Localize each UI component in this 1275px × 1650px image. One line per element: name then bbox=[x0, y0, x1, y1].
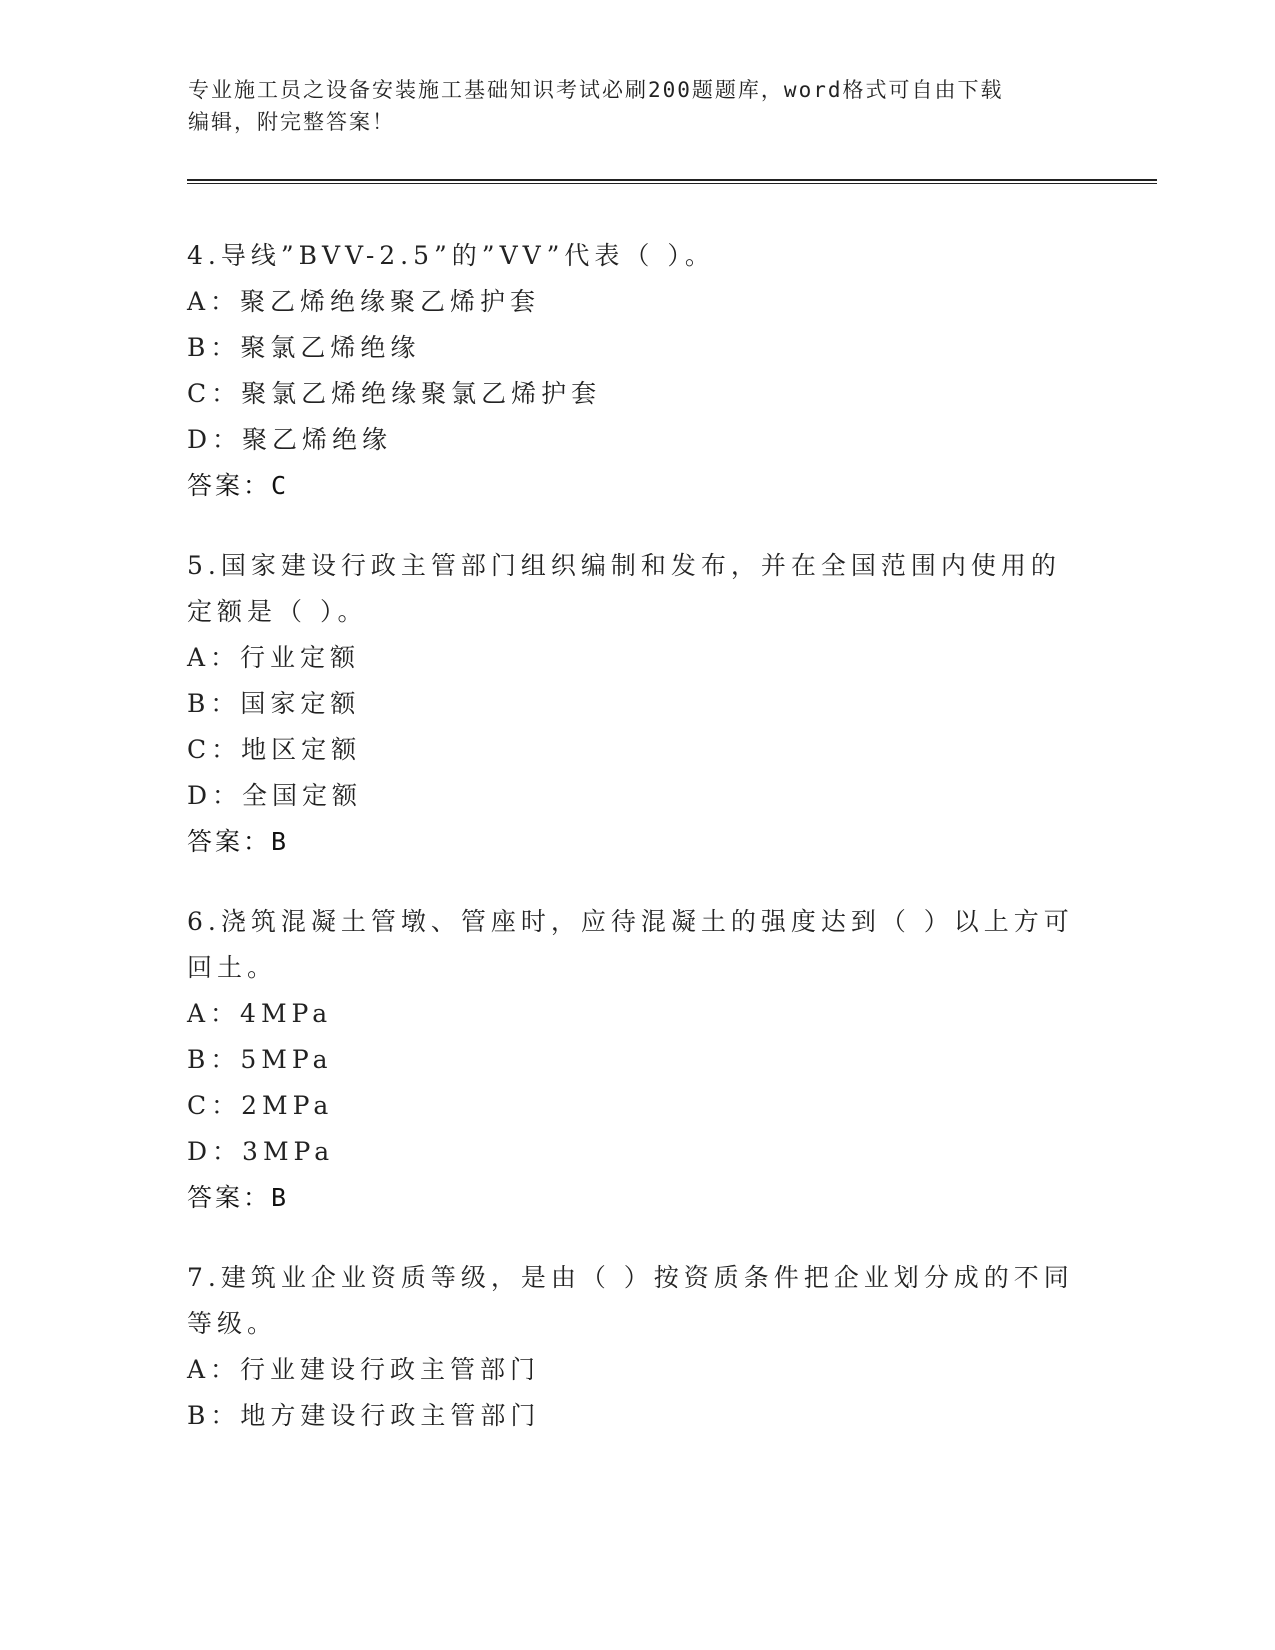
option-a: A：4MPa bbox=[187, 999, 333, 1028]
option-c: C：2MPa bbox=[187, 1091, 334, 1120]
answer-line: 答案：B bbox=[187, 827, 290, 856]
option-a: A：聚乙烯绝缘聚乙烯护套 bbox=[187, 287, 541, 316]
question-stem: 4.导线”BVV-2.5”的”VV”代表（ ）。 bbox=[187, 241, 715, 270]
option-d: D：全国定额 bbox=[187, 781, 363, 810]
question-4 bbox=[187, 233, 1087, 509]
header-divider-thick bbox=[187, 179, 1157, 181]
question-5 bbox=[187, 543, 1087, 865]
answer-line: 答案：B bbox=[187, 1183, 290, 1212]
question-stem: 5.国家建设行政主管部门组织编制和发布，并在全国范围内使用的定额是（ ）。 bbox=[187, 551, 1061, 626]
option-a: A：行业定额 bbox=[187, 643, 361, 672]
question-list bbox=[187, 233, 1087, 1473]
question-7 bbox=[187, 1255, 1087, 1439]
option-a: A：行业建设行政主管部门 bbox=[187, 1355, 541, 1384]
option-d: D：3MPa bbox=[187, 1137, 335, 1166]
option-b: B：5MPa bbox=[187, 1045, 333, 1074]
option-c: C：地区定额 bbox=[187, 735, 362, 764]
option-d: D：聚乙烯绝缘 bbox=[187, 425, 393, 454]
header-line-2: 编辑，附完整答案！ bbox=[188, 110, 395, 134]
option-b: B：地方建设行政主管部门 bbox=[187, 1401, 541, 1430]
question-6 bbox=[187, 899, 1087, 1221]
option-b: B：聚氯乙烯绝缘 bbox=[187, 333, 421, 362]
option-b: B：国家定额 bbox=[187, 689, 361, 718]
question-stem: 7.建筑业企业资质等级，是由（ ）按资质条件把企业划分成的不同等级。 bbox=[187, 1263, 1074, 1338]
header-line-1: 专业施工员之设备安装施工基础知识考试必刷200题题库，word格式可自由下载 bbox=[188, 78, 1004, 102]
header-divider-thin bbox=[187, 183, 1157, 184]
answer-line: 答案：C bbox=[187, 471, 290, 500]
document-header bbox=[188, 74, 1088, 138]
option-c: C：聚氯乙烯绝缘聚氯乙烯护套 bbox=[187, 379, 602, 408]
question-stem: 6.浇筑混凝土管墩、管座时，应待混凝土的强度达到（ ）以上方可回土。 bbox=[187, 907, 1074, 982]
